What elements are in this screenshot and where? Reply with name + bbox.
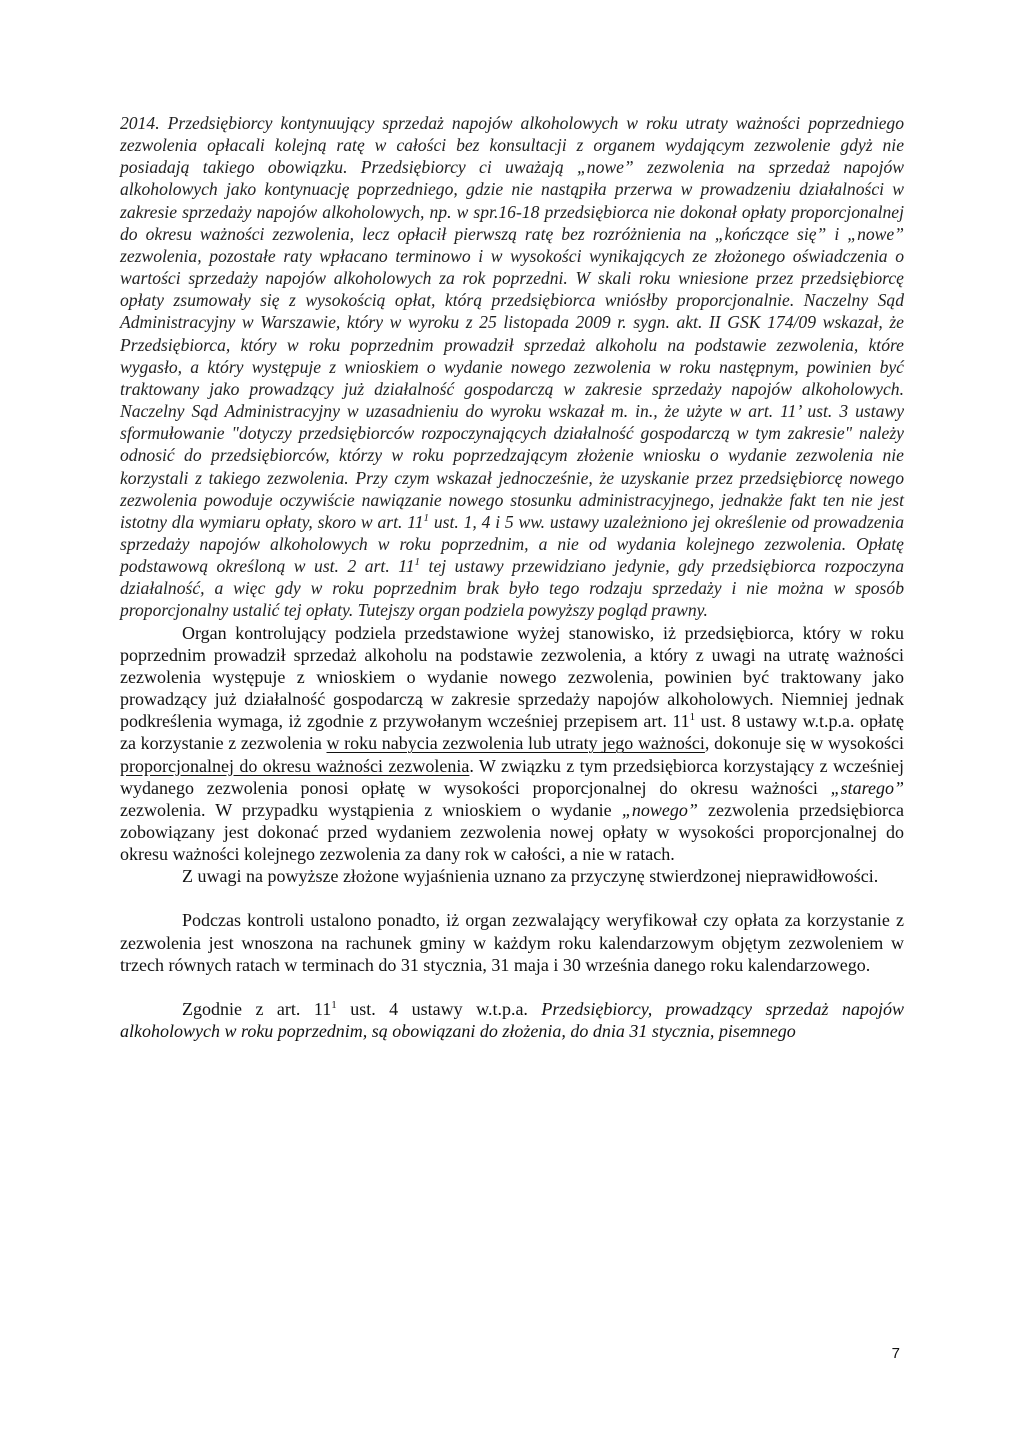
text-run: 2014. Przedsiębiorcy kontynuujący sprzedaż napojów alkoholowych w roku utraty ważności poprzedniego zezwolenia opłacali kolejną ratę w całości bez konsultacji z organem wydającym zezwolenie gdyż nie posiadają takiego obowiązku. Przedsiębiorcy ci uważają „nowe” zezwolenia na sprzedaż napojów alkoholowych jako kontynuację poprzedniego, gdzie nie nastąpiła przerwa w prowadzeniu działalności w zakresie sprzedaży napojów alkoholowych, np. w spr.16-18 przedsiębiorca nie dokonał opłaty proporcjonalnej do okresu ważności zezwolenia, lecz opłacił pierwszą ratę bez rozróżnienia na „kończące się” i „nowe” zezwolenia, pozostałe raty wpłacano terminowo i w wysokości wynikających ze złożonego oświadczenia o wartości sprzedaży napojów alkoholowych za rok poprzedni. W skali roku wniesione przez przedsiębiorcę opłaty zsumowały się z wysokością opłat, którą przedsiębiorca wniósłby proporcjonalnie. Naczelny Sąd Administracyjny w Warszawie, który w wyroku z 25 listopada 2009 r. sygn. akt. II GSK 174/09 wskazał, że Przedsiębiorca, który w roku poprzednim prowadził sprzedaż alkoholu na podstawie zezwolenia, które wygasło, a który występuje z wnioskiem o wydanie nowego zezwolenia w roku następnym, powinien być traktowany jako prowadzący już działalność gospodarczą w zakresie sprzedaży napojów alkoholowych. Naczelny Sąd Administracyjny w uzasadnieniu do wyroku wskazał m. in., że użyte w art. 11’ ust. 3 ustawy sformułowanie "dotyczy przedsiębiorców rozpoczynających działalność gospodarczą w tym zakresie" należy odnosić do przedsiębiorców, którzy w roku poprzedzającym złożenie wniosku o wydanie zezwolenia nie korzystali z takiego zezwolenia. Przy czym wskazał jednocześnie, że uzyskanie przez przedsiębiorcę nowego zezwolenia powoduje oczywiście nawiązanie nowego stosunku administracyjnego, jednakże fakt ten nie jest istotny dla wymiaru opłaty, skoro w art. 11 (120, 113, 904, 532)
paragraph-quoted-justification (120, 112, 904, 622)
paragraph-inspection-position (120, 622, 904, 866)
text-run: ust. 1, 4 i 5 ww. ustawy uzależniono jej określenie od prowadzenia sprzedaży napojów alkoholowych w roku poprzednim, a nie od wydania kolejnego zezwolenia. Opłatę podstawową określoną w ust. 2 art. 11 (120, 511, 904, 577)
italic-text: Przedsiębiorcy, prowadzący sprzedaż napojów alkoholowych w roku poprzednim, są obowiązani do złożenia, do dnia 31 stycznia, pisemnego (120, 998, 904, 1042)
text-run: tej ustawy przewidziano jedynie, gdy przedsiębiorca rozpoczyna działalność, a więc gdy w roku poprzednim brak było tego rodzaju sprzedaży i nie można w sposób proporcjonalny ustalić tej opłaty. Tutejszy organ podziela powyższy pogląd prawny. (120, 556, 904, 621)
paragraph-legal-basis (120, 998, 904, 1042)
text-run: Zgodnie z art. 11 (182, 998, 332, 1019)
superscript: 1 (423, 511, 429, 524)
underlined-text: w roku nabycia zezwolenia lub utraty jego ważności (326, 733, 705, 754)
underlined-text: proporcjonalnej do okresu ważności zezwolenia (120, 755, 470, 776)
paragraph-spacer (120, 887, 904, 909)
text-run: , dokonuje się w wysokości (704, 733, 905, 754)
text-run: ust. 8 ustawy w.t.p.a. opłatę za korzystanie z zezwolenia (120, 711, 904, 754)
paragraph-cause: Z uwagi na powyższe złożone wyjaśnienia uznano za przyczynę stwierdzonej nieprawidłowości. (182, 866, 879, 887)
document-page (120, 112, 904, 1042)
text-run: zezwolenia. W przypadku wystąpienia z wnioskiem o wydanie (120, 799, 622, 820)
text-run: ust. 4 ustawy w.t.p.a. (336, 998, 542, 1019)
italic-text: „starego” (830, 777, 904, 798)
superscript: 1 (689, 711, 696, 724)
text-run: . W związku z tym przedsiębiorca korzystający z wcześniej wydanego zezwolenia ponosi opłatę w wysokości proporcjonalnej do okresu ważności (120, 755, 904, 798)
superscript: 1 (414, 556, 421, 569)
paragraph-findings: Podczas kontroli ustalono ponadto, iż organ zezwalający weryfikował czy opłata za korzystanie z zezwolenia jest wnoszona na rachunek gminy w każdym roku kalendarzowym objętym zezwoleniem w trzech równych ratach w terminach do 31 stycznia, 31 maja i 30 września danego roku kalendarzowego. (120, 910, 904, 975)
paragraph-spacer (120, 976, 904, 998)
italic-text: „nowego” (621, 799, 698, 820)
page-number: 7 (891, 1345, 900, 1362)
superscript: 1 (331, 998, 337, 1011)
text-run: Organ kontrolujący podziela przedstawione wyżej stanowisko, iż przedsiębiorca, który w roku poprzednim prowadził sprzedaż alkoholu na podstawie zezwolenia, a który z uwagi na utratę ważności zezwolenia występuje z wnioskiem o wydanie nowego zezwolenia, powinien być traktowany jako prowadzący już działalność gospodarczą w zakresie sprzedaży napojów alkoholowych. Niemniej jednak podkreślenia wymaga, iż zgodnie z przywołanym wcześniej przepisem art. 11 (120, 622, 904, 732)
text-run: zezwolenia przedsiębiorca zobowiązany jest dokonać przed wydaniem zezwolenia nowej opłaty w wysokości proporcjonalnej do okresu ważności kolejnego zezwolenia za dany rok w całości, a nie w ratach. (120, 799, 905, 865)
